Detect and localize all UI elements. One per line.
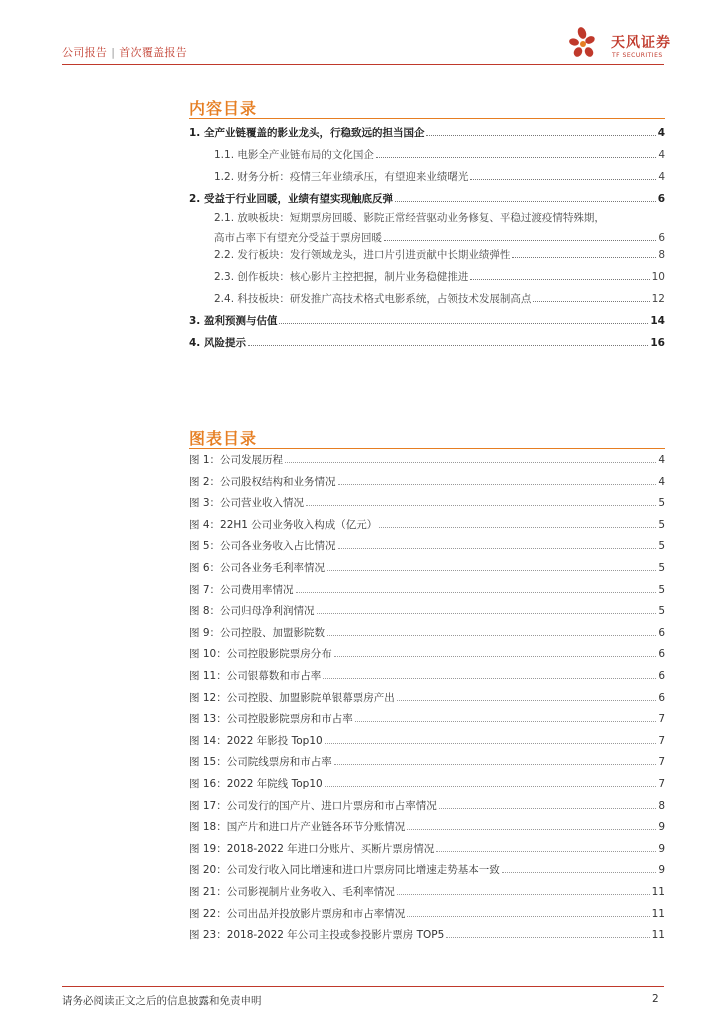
toc-entry[interactable] <box>189 336 665 350</box>
figure-entry-text: 图 9：公司控股、加盟影院数 <box>189 626 326 639</box>
figure-entry-page: 5 <box>658 518 665 531</box>
leader-dots <box>533 301 649 302</box>
figure-entry-text: 图 23：2018-2022 年公司主投或参投影片票房 TOP5 <box>189 929 445 942</box>
figure-entry-text: 图 13：公司控股影院票房和市占率 <box>189 713 353 726</box>
figure-entry-text: 图 20：公司发行收入同比增速和进口片票房同比增速走势基本一致 <box>189 864 500 877</box>
toc-entry-text-continued: 高市占率下有望充分受益于票房回暖 <box>214 232 382 244</box>
figure-entry[interactable] <box>189 583 665 597</box>
figure-entry-text: 图 14：2022 年影投 Top10 <box>189 734 323 747</box>
figure-entry-page: 9 <box>658 821 665 834</box>
leader-dots <box>384 240 656 241</box>
toc-entry-text: 2.3. 创作板块：核心影片主控把握，制片业务稳健推进 <box>214 271 469 283</box>
leader-dots <box>470 179 656 180</box>
leader-dots <box>407 829 656 830</box>
leader-dots <box>279 323 648 324</box>
figure-entry-text: 图 10：公司控股影院票房分布 <box>189 648 332 661</box>
figures-title: 图表目录 <box>189 429 258 448</box>
figure-entry-page: 7 <box>658 756 665 769</box>
toc-entry[interactable] <box>214 270 665 284</box>
toc-entry-page: 10 <box>651 271 665 283</box>
toc-entry-text: 2.1. 放映板块：短期票房回暖、影院正常经营驱动业务修复、平稳过渡疫情特殊期， <box>214 212 605 224</box>
figure-entry-text: 图 3：公司营业收入情况 <box>189 497 305 510</box>
toc-entry-text: 2.2. 发行板块：发行领域龙头，进口片引进贡献中长期业绩弹性 <box>214 249 511 261</box>
leader-dots <box>397 894 650 895</box>
header-divider <box>62 64 664 65</box>
toc-entry-page: 8 <box>658 249 665 261</box>
leader-dots <box>376 157 656 158</box>
leader-dots <box>334 764 657 765</box>
figure-entry[interactable] <box>189 799 665 813</box>
toc-entry-page: 4 <box>658 171 665 183</box>
figure-entry[interactable] <box>189 885 665 899</box>
leader-dots <box>470 279 649 280</box>
figure-entry-page: 6 <box>658 626 665 639</box>
figure-entry-page: 7 <box>658 778 665 790</box>
leader-dots <box>327 570 656 571</box>
figure-entry[interactable] <box>189 842 665 856</box>
toc-entry-text: 3. 盈利预测与估值 <box>189 315 278 327</box>
toc-entry-text: 1. 全产业链覆盖的影业龙头，行稳致远的担当国企 <box>189 127 425 139</box>
figure-entry-text: 图 8：公司归母净利润情况 <box>189 605 315 618</box>
figure-entry-text: 图 22：公司出品并投放影片票房和市占率情况 <box>189 907 406 920</box>
figure-entry-page: 7 <box>658 734 665 747</box>
figure-entry[interactable] <box>189 755 665 769</box>
toc-entry-page: 6 <box>657 193 665 205</box>
toc-entry[interactable] <box>214 248 665 262</box>
toc-entry-text: 2. 受益于行业回暖，业绩有望实现触底反弹 <box>189 193 393 205</box>
leader-dots <box>296 592 657 593</box>
figure-entry[interactable] <box>189 453 665 467</box>
figure-entry-page: 7 <box>658 713 665 726</box>
figure-entry-page: 5 <box>658 497 665 510</box>
figure-entry[interactable] <box>189 907 665 921</box>
figure-entry[interactable] <box>189 561 665 575</box>
leader-dots <box>325 786 657 787</box>
toc-entry-page: 4 <box>658 149 665 161</box>
leader-dots <box>439 808 657 809</box>
figure-entry[interactable] <box>189 863 665 877</box>
figure-entry-page: 11 <box>651 929 665 942</box>
toc-entry-page: 6 <box>658 232 665 244</box>
figure-entry-text: 图 17：公司发行的国产片、进口片票房和市占率情况 <box>189 799 437 812</box>
figure-entry-page: 6 <box>658 648 665 661</box>
figure-entry-text: 图 5：公司各业务收入占比情况 <box>189 540 336 553</box>
figure-entry[interactable] <box>189 734 665 748</box>
figure-entry[interactable] <box>189 626 665 640</box>
leader-dots <box>395 201 656 202</box>
figure-entry-text: 图 1：公司发展历程 <box>189 454 284 466</box>
figure-entry-page: 11 <box>651 886 665 898</box>
toc-entry-page: 16 <box>650 337 665 349</box>
figure-entry-page: 4 <box>658 475 665 488</box>
figure-entry[interactable] <box>189 777 665 791</box>
footer-divider <box>62 986 664 987</box>
report-subtype: 首次覆盖报告 <box>119 46 188 59</box>
toc-entry[interactable] <box>214 292 665 306</box>
figure-entry-page: 4 <box>658 454 665 466</box>
leader-dots <box>426 135 655 136</box>
figure-entry-page: 5 <box>658 605 665 618</box>
leader-dots <box>323 678 656 679</box>
leader-dots <box>334 656 657 657</box>
figure-entry[interactable] <box>189 669 665 683</box>
figure-entry[interactable] <box>189 712 665 726</box>
logo-subtext: TF SECURITIES <box>612 52 663 59</box>
leader-dots <box>285 462 656 463</box>
figure-entry[interactable] <box>189 539 665 553</box>
leader-dots <box>325 743 657 744</box>
footer-disclaimer: 请务必阅读正文之后的信息披露和免责申明 <box>62 995 262 1007</box>
figure-entry[interactable] <box>189 496 665 510</box>
report-type: 公司报告 <box>62 46 108 59</box>
figure-entry-page: 9 <box>658 842 665 855</box>
toc-entry-text: 1.2. 财务分析：疫情三年业绩承压，有望迎来业绩曙光 <box>214 171 469 183</box>
leader-dots <box>502 872 657 873</box>
figure-entry-page: 5 <box>658 562 665 574</box>
logo-wordmark: 天风证券 <box>611 35 671 51</box>
figure-entry-text: 图 15：公司院线票房和市占率 <box>189 756 332 769</box>
toc-title-divider <box>189 118 665 119</box>
figure-entry-page: 11 <box>651 907 665 920</box>
figure-entry-text: 图 16：2022 年院线 Top10 <box>189 778 323 790</box>
toc-entry[interactable] <box>189 314 665 328</box>
figure-entry-text: 图 12：公司控股、加盟影院单银幕票房产出 <box>189 691 395 704</box>
leader-dots <box>248 345 648 346</box>
leader-dots <box>397 700 657 701</box>
figure-entry-text: 图 7：公司费用率情况 <box>189 583 294 596</box>
toc-title: 内容目录 <box>189 99 258 118</box>
figure-entry[interactable] <box>189 518 665 532</box>
leader-dots <box>407 916 649 917</box>
toc-entry-page: 12 <box>651 293 665 305</box>
figure-entry-text: 图 19：2018-2022 年进口分账片、买断片票房情况 <box>189 842 435 855</box>
toc-entry-page: 14 <box>650 315 665 327</box>
figure-entry[interactable] <box>189 820 665 834</box>
toc-entry[interactable] <box>189 126 665 140</box>
leader-dots <box>306 505 656 506</box>
leader-dots <box>317 613 657 614</box>
figure-entry-page: 6 <box>658 691 665 704</box>
toc-entry[interactable] <box>189 192 665 206</box>
figure-entry[interactable] <box>189 928 665 942</box>
figures-title-divider <box>189 448 665 449</box>
figure-entry[interactable] <box>189 647 665 661</box>
figure-entry-text: 图 6：公司各业务毛利率情况 <box>189 562 326 574</box>
leader-dots <box>436 851 656 852</box>
page-number: 2 <box>652 993 659 1005</box>
leader-dots <box>355 721 657 722</box>
figure-entry[interactable] <box>189 475 665 489</box>
figure-entry-page: 5 <box>658 540 665 553</box>
leader-dots <box>338 548 657 549</box>
toc-entry[interactable] <box>214 148 665 162</box>
leader-dots <box>446 937 649 938</box>
figure-entry-page: 9 <box>658 864 665 877</box>
toc-entry-text: 1.1. 电影全产业链布局的文化国企 <box>214 149 374 161</box>
figure-entry-text: 图 21：公司影视制片业务收入、毛利率情况 <box>189 886 395 898</box>
figure-entry-text: 图 18：国产片和进口片产业链各环节分账情况 <box>189 821 406 834</box>
toc-entry[interactable] <box>214 208 665 248</box>
header-separator: | <box>111 46 116 59</box>
toc-entry-text: 2.4. 科技板块：研发推广高技术格式电影系统，占领技术发展制高点 <box>214 293 532 305</box>
figure-entry-page: 8 <box>658 799 665 812</box>
figure-entry-text: 图 4：22H1 公司业务收入构成（亿元） <box>189 518 378 531</box>
leader-dots <box>338 484 657 485</box>
report-header <box>62 44 187 60</box>
toc-entry-page: 4 <box>657 127 665 139</box>
figure-entry-page: 5 <box>658 583 665 596</box>
toc-entry-text: 4. 风险提示 <box>189 337 246 349</box>
toc-entry[interactable] <box>214 170 665 184</box>
figure-entry-text: 图 2：公司股权结构和业务情况 <box>189 475 336 488</box>
figure-entry-page: 6 <box>658 670 665 682</box>
figure-entry[interactable] <box>189 691 665 705</box>
leader-dots <box>327 635 656 636</box>
figure-entry-text: 图 11：公司银幕数和市占率 <box>189 670 322 682</box>
leader-dots <box>379 527 656 528</box>
figure-entry[interactable] <box>189 604 665 618</box>
leader-dots <box>512 257 656 258</box>
